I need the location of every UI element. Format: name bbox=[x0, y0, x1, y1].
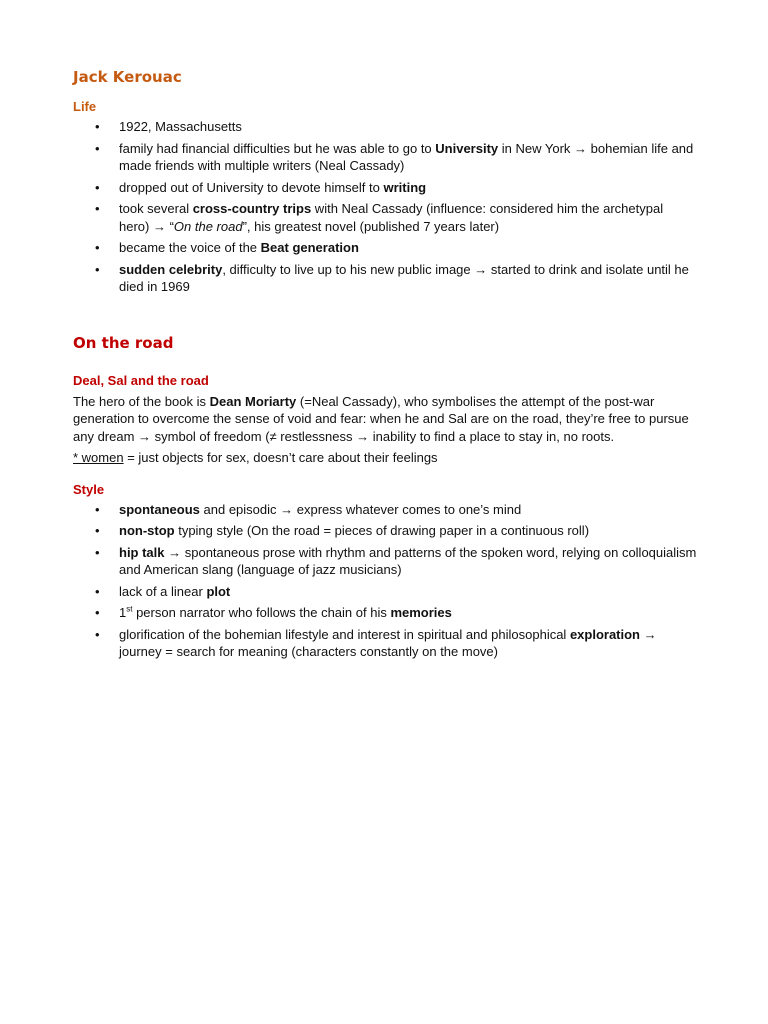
deal-heading: Deal, Sal and the road bbox=[73, 372, 209, 388]
list-item-text: typing style (On the road = pieces of drawing paper in a continuous roll) bbox=[174, 523, 590, 538]
bullet-icon: • bbox=[95, 626, 100, 642]
paragraph-text: = just objects for sex, doesn’t care about their feelings bbox=[123, 450, 438, 465]
deal-paragraph bbox=[73, 393, 697, 446]
list-item-text: family had financial difficulties but he was able to go to bbox=[119, 140, 436, 156]
list-item bbox=[73, 261, 697, 296]
list-item-text: person narrator who follows the chain of his bbox=[132, 605, 391, 620]
list-item bbox=[73, 179, 697, 197]
bullet-icon: • bbox=[95, 240, 100, 255]
bullet-icon: • bbox=[95, 583, 100, 599]
bold-term: cross-country trips bbox=[192, 201, 312, 216]
bullet-icon: • bbox=[95, 119, 100, 134]
list-item-text: , difficulty to live up to his new public image → started to drink and isolate until he died in 1969 bbox=[119, 261, 689, 294]
women-note bbox=[73, 449, 697, 467]
list-item-text: → spontaneous prose with rhythm and patterns of the spoken word, relying on colloquialism and American slang (language of jazz musicians) bbox=[119, 544, 697, 577]
list-item bbox=[73, 626, 697, 661]
bullet-icon: • bbox=[95, 140, 100, 156]
bullet-icon: • bbox=[95, 523, 100, 538]
list-item-text: and episodic → express whatever comes to one’s mind bbox=[199, 501, 522, 517]
style-list bbox=[73, 501, 697, 661]
ordinal-suffix: st bbox=[126, 604, 133, 614]
bullet-icon: • bbox=[95, 179, 100, 195]
document-title: Jack Kerouac bbox=[73, 68, 182, 86]
bold-term: memories bbox=[390, 605, 452, 620]
list-item bbox=[73, 200, 697, 235]
bullet-icon: • bbox=[95, 261, 100, 277]
list-item-text: in New York → bohemian life and made friends with multiple writers (Neal Cassady) bbox=[119, 140, 694, 173]
underlined-term: * women bbox=[73, 450, 124, 465]
list-item bbox=[73, 118, 697, 136]
list-item-text: lack of a linear bbox=[119, 583, 207, 599]
ordinal-number: 1 bbox=[119, 605, 127, 620]
bullet-icon: • bbox=[95, 605, 100, 620]
list-item bbox=[73, 544, 697, 579]
bold-term: Dean Moriarty bbox=[209, 393, 297, 409]
bold-term: writing bbox=[383, 179, 427, 195]
bullet-icon: • bbox=[95, 201, 100, 216]
bold-term: University bbox=[435, 140, 499, 156]
document-page bbox=[73, 62, 697, 665]
list-item-text: ”, his greatest novel (published 7 years later) bbox=[242, 218, 500, 234]
paragraph-text: The hero of the book is bbox=[73, 393, 210, 409]
bold-term: non-stop bbox=[119, 523, 175, 538]
bullet-icon: • bbox=[95, 544, 100, 560]
list-item bbox=[73, 239, 697, 257]
section-title: On the road bbox=[73, 333, 174, 352]
list-item-text: dropped out of University to devote himself to bbox=[119, 179, 384, 195]
list-item-text: 1922, Massachusetts bbox=[119, 119, 242, 134]
list-item-text: became the voice of the bbox=[119, 240, 261, 255]
list-item-text: took several bbox=[119, 201, 193, 216]
bold-term: hip talk bbox=[119, 544, 165, 560]
bold-term: Beat generation bbox=[260, 240, 359, 255]
list-item bbox=[73, 604, 697, 622]
list-item bbox=[73, 583, 697, 601]
bold-term: spontaneous bbox=[119, 501, 200, 517]
bold-term: sudden celebrity bbox=[119, 261, 223, 277]
list-item-text: with Neal Cassady (influence: considered him the archetypal hero) → “ bbox=[119, 201, 664, 234]
list-item bbox=[73, 501, 697, 519]
list-item bbox=[73, 522, 697, 540]
life-list bbox=[73, 118, 697, 296]
list-item bbox=[73, 140, 697, 175]
italic-title: On the road bbox=[173, 218, 243, 234]
paragraph-text: (=Neal Cassady), who symbolises the attempt of the post-war generation to overcome the sense of void and fear: when he and Sal are on the road, they’re free to pursue any dream → symbol of freedom (≠ restlessness → inability to find a place to stay in, no roots. bbox=[73, 393, 689, 444]
life-heading: Life bbox=[73, 99, 97, 114]
bold-term: plot bbox=[206, 583, 231, 599]
bold-term: exploration bbox=[569, 626, 641, 642]
list-item-text: → journey = search for meaning (characters constantly on the move) bbox=[119, 626, 657, 659]
style-heading: Style bbox=[73, 481, 105, 497]
bullet-icon: • bbox=[95, 501, 100, 517]
list-item-text: glorification of the bohemian lifestyle and interest in spiritual and philosophical bbox=[119, 626, 570, 642]
